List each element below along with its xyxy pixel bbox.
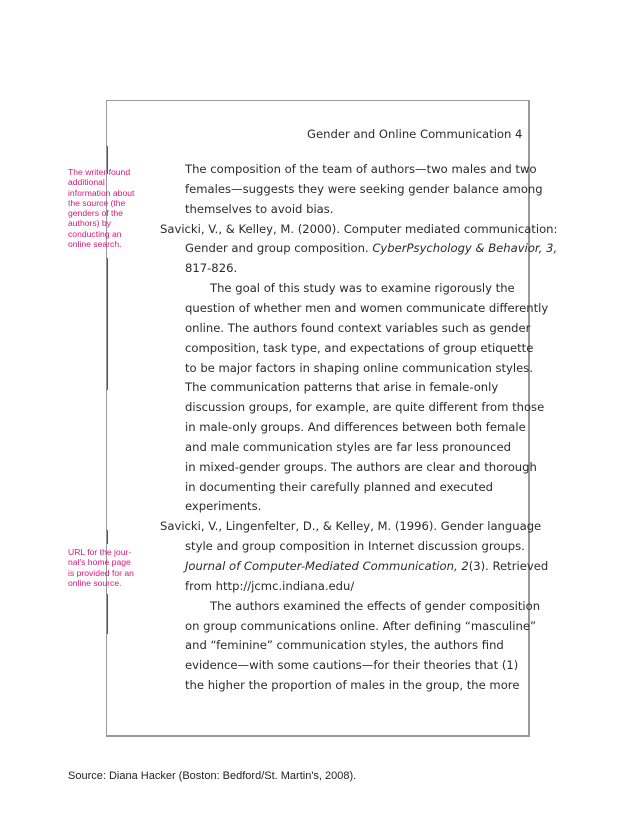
line-text: The communication patterns that arise in female-only xyxy=(185,380,499,395)
annotation-connector-2b xyxy=(107,594,108,634)
line-text: themselves to avoid bias. xyxy=(185,201,334,216)
line-text: evidence—with some cautions—for their theories that (1) xyxy=(185,658,519,673)
line-text: and “feminine” communication styles, the authors find xyxy=(185,638,504,653)
line-italic-text: Journal of Computer-Mediated Communication, 2 xyxy=(185,559,469,573)
line-text: (3). Retrieved xyxy=(468,559,549,573)
manuscript-line xyxy=(185,578,355,593)
manuscript-line xyxy=(185,201,334,216)
manuscript-line xyxy=(185,243,557,255)
line-text: question of whether men and women communicate differently xyxy=(185,300,549,315)
line-text: females—suggests they were seeking gender balance among xyxy=(185,181,543,196)
line-text: Savicki, V., & Kelley, M. (2000). Computer mediated communication: xyxy=(160,221,558,236)
annotation-connector-2 xyxy=(107,530,108,544)
running-head: Gender and Online Communication 4 xyxy=(307,127,523,141)
manuscript-line xyxy=(185,340,534,355)
note-line: is provided for an xyxy=(68,567,134,578)
manuscript-line xyxy=(185,360,533,375)
line-text: experiments. xyxy=(185,499,262,514)
line-text: Gender and group composition. xyxy=(185,241,373,256)
manuscript-line xyxy=(185,660,518,672)
note-line: nal's home page xyxy=(68,557,131,568)
line-text: discussion groups, for example, are quite different from those xyxy=(185,400,545,415)
line-text: the higher the proportion of males in the group, the more xyxy=(185,678,520,693)
line-text: to be major factors in shaping online communication styles. xyxy=(185,360,533,375)
manuscript-line xyxy=(185,459,537,474)
note-line: online search. xyxy=(68,239,122,250)
manuscript-line xyxy=(185,300,549,315)
line-text: on group communications online. After defining “masculine” xyxy=(185,618,536,633)
note-line: genders of the xyxy=(68,208,123,219)
manuscript-line xyxy=(185,164,537,176)
manuscript-line xyxy=(185,680,519,692)
annotation-connector-1b xyxy=(107,258,108,390)
line-text: from http://jcmc.indiana.edu/ xyxy=(185,578,355,593)
note-line: the source (the xyxy=(68,197,126,208)
manuscript-line xyxy=(160,521,541,533)
note-line: The writer found xyxy=(68,167,131,177)
line-text: The goal of this study was to examine rigorously the xyxy=(210,281,515,296)
note-line: conducting an xyxy=(68,228,122,239)
manuscript-line xyxy=(185,561,548,573)
line-text: in mixed-gender groups. The authors are clear and thorough xyxy=(185,459,537,474)
note-line: authors) by xyxy=(68,218,111,229)
manuscript-line xyxy=(185,263,237,275)
manuscript-line xyxy=(185,618,536,633)
line-text: in male-only groups. And differences between both female xyxy=(185,420,526,435)
source-credit: Source: Diana Hacker (Boston: Bedford/St. Martin's, 2008). xyxy=(68,770,357,782)
manuscript-line xyxy=(185,382,498,394)
manuscript-line xyxy=(185,479,493,494)
manuscript-line xyxy=(210,598,541,613)
manuscript-line xyxy=(185,501,261,513)
line-text: composition, task type, and expectations of group etiquette xyxy=(185,340,534,355)
manuscript-line xyxy=(185,541,525,553)
margin-note-online-search xyxy=(68,167,140,249)
manuscript-line xyxy=(185,402,544,414)
line-text: in documenting their carefully planned and executed xyxy=(185,479,493,494)
line-text: Savicki, V., Lingenfelter, D., & Kelley, M. (1996). Gender language xyxy=(160,519,542,534)
manuscript-line xyxy=(185,422,526,434)
manuscript-line xyxy=(185,181,543,196)
line-text: style and group composition in Internet discussion groups. xyxy=(185,539,525,554)
manuscript-line xyxy=(185,439,511,454)
line-text: The authors examined the effects of gender composition xyxy=(210,598,541,613)
line-text: The composition of the team of authors—two males and two xyxy=(185,162,537,176)
manuscript-line xyxy=(185,640,504,652)
line-text: online. The authors found context variables such as gender xyxy=(185,320,531,335)
margin-note-url xyxy=(68,547,140,588)
note-line: information about xyxy=(68,187,135,198)
note-line: URL for the jour- xyxy=(68,547,132,557)
manuscript-line xyxy=(185,320,531,335)
manuscript-line xyxy=(210,283,515,295)
note-line: additional xyxy=(68,177,105,188)
line-text: and male communication styles are far less pronounced xyxy=(185,439,511,454)
line-text: 817-826. xyxy=(185,261,238,276)
line-italic-text: CyberPsychology & Behavior, 3, xyxy=(372,241,558,256)
note-line: online source. xyxy=(68,577,122,588)
manuscript-line xyxy=(160,221,558,236)
